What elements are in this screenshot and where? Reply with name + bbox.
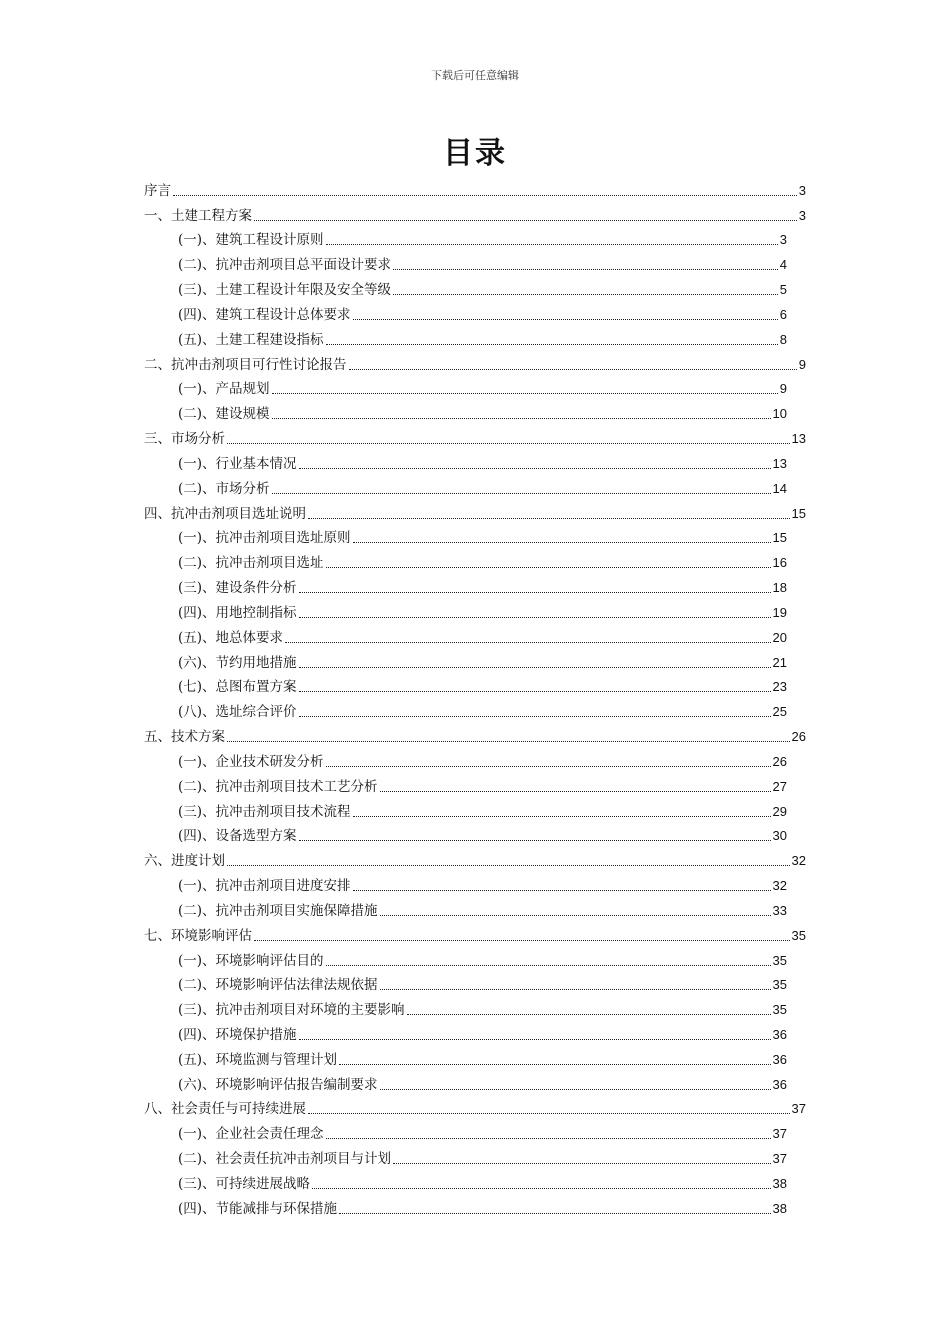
toc-page-number: 35 [772, 952, 787, 968]
toc-entry-text: (四)、设备选型方案 [178, 828, 297, 845]
toc-entry-text: (二)、市场分析 [178, 480, 270, 497]
toc-dot-leader [339, 1213, 770, 1214]
toc-entry[interactable] [144, 448, 806, 473]
toc-entry-text: (三)、抗冲击剂项目对环境的主要影响 [178, 1002, 405, 1019]
toc-page-number: 10 [772, 406, 787, 422]
toc-title: 目录 [443, 136, 507, 171]
toc-entry-text: (一)、行业基本情况 [178, 455, 297, 472]
toc-entry[interactable] [144, 572, 806, 597]
toc-dot-leader [272, 493, 771, 494]
toc-entry[interactable] [144, 920, 806, 945]
toc-entry[interactable] [144, 970, 806, 995]
toc-entry[interactable] [144, 1168, 806, 1193]
toc-page-number: 3 [779, 232, 787, 248]
toc-dot-leader [254, 940, 790, 941]
toc-entry-text: (二)、抗冲击剂项目总平面设计要求 [178, 257, 392, 274]
toc-entry-text: (六)、环境影响评估报告编制要求 [178, 1076, 378, 1093]
toc-entry-text: (一)、企业技术研发分析 [178, 753, 324, 770]
toc-dot-leader [299, 667, 771, 668]
toc-page-number: 25 [772, 704, 787, 720]
toc-page-number: 16 [772, 555, 787, 571]
toc-dot-leader [272, 393, 778, 394]
toc-page-number: 4 [779, 257, 787, 273]
toc-dot-leader [326, 244, 778, 245]
toc-entry-text: (三)、土建工程设计年限及安全等级 [178, 282, 392, 299]
toc-entry[interactable] [144, 473, 806, 498]
toc-entry[interactable] [144, 721, 806, 746]
toc-entry-text: 四、抗冲击剂项目选址说明 [144, 505, 306, 522]
toc-entry-text: (五)、地总体要求 [178, 629, 284, 646]
toc-entry[interactable] [144, 1069, 806, 1094]
toc-page-number: 15 [772, 530, 787, 546]
toc-page-number: 19 [772, 604, 787, 620]
toc-entry[interactable] [144, 200, 806, 225]
toc-page-number: 35 [772, 1002, 787, 1018]
toc-page-number: 37 [772, 1151, 787, 1167]
toc-entry[interactable] [144, 597, 806, 622]
toc-entry-text: (二)、社会责任抗冲击剂项目与计划 [178, 1151, 392, 1168]
toc-entry[interactable] [144, 175, 806, 200]
toc-dot-leader [393, 269, 778, 270]
toc-page-number: 6 [779, 306, 787, 322]
toc-dot-leader [227, 741, 790, 742]
toc-page-number: 23 [772, 679, 787, 695]
toc-entry[interactable] [144, 895, 806, 920]
toc-entry[interactable] [144, 647, 806, 672]
toc-entry-text: (一)、环境影响评估目的 [178, 952, 324, 969]
toc-dot-leader [299, 617, 771, 618]
toc-page-number: 36 [772, 1076, 787, 1092]
toc-entry-text: (二)、抗冲击剂项目实施保障措施 [178, 902, 378, 919]
toc-entry-text: (二)、抗冲击剂项目选址 [178, 555, 324, 572]
toc-entry[interactable] [144, 1143, 806, 1168]
toc-page-number: 15 [791, 505, 806, 521]
toc-dot-leader [308, 1113, 790, 1114]
toc-entry-text: 五、技术方案 [144, 729, 225, 746]
toc-page-number: 14 [772, 480, 787, 496]
toc-entry-text: (四)、环境保护措施 [178, 1026, 297, 1043]
toc-dot-leader [272, 418, 771, 419]
toc-dot-leader [380, 915, 771, 916]
toc-page-number: 21 [772, 654, 787, 670]
toc-page-number: 35 [772, 977, 787, 993]
toc-dot-leader [339, 1064, 770, 1065]
toc-page-number: 38 [772, 1175, 787, 1191]
toc-page-number: 33 [772, 902, 787, 918]
toc-page-number: 37 [791, 1101, 806, 1117]
toc-dot-leader [326, 567, 771, 568]
toc-entry-text: (四)、节能减排与环保措施 [178, 1200, 338, 1217]
toc-entry[interactable] [144, 845, 806, 870]
toc-dot-leader [299, 468, 771, 469]
toc-entry[interactable] [144, 547, 806, 572]
toc-page-number: 18 [772, 580, 787, 596]
toc-page-number: 30 [772, 828, 787, 844]
toc-entry[interactable] [144, 249, 806, 274]
toc-page-number: 36 [772, 1026, 787, 1042]
toc-dot-leader [393, 1163, 770, 1164]
toc-dot-leader [254, 220, 797, 221]
toc-entry-text: 七、环境影响评估 [144, 927, 252, 944]
toc-entry[interactable] [144, 796, 806, 821]
toc-dot-leader [299, 716, 771, 717]
toc-entry[interactable] [144, 821, 806, 846]
toc-entry[interactable] [144, 1094, 806, 1119]
toc-entry-text: (一)、产品规划 [178, 381, 270, 398]
toc-dot-leader [326, 1138, 771, 1139]
toc-page-number: 13 [772, 455, 787, 471]
toc-dot-leader [173, 195, 797, 196]
toc-entry[interactable] [144, 945, 806, 970]
toc-entry-text: (五)、环境监测与管理计划 [178, 1051, 338, 1068]
toc-page-number: 36 [772, 1051, 787, 1067]
toc-dot-leader [299, 840, 771, 841]
toc-page-number: 32 [791, 853, 806, 869]
toc-entry-text: (七)、总图布置方案 [178, 679, 297, 696]
toc-page-number: 26 [772, 753, 787, 769]
toc-entry-text: (三)、可持续进展战略 [178, 1175, 311, 1192]
toc-entry[interactable] [144, 994, 806, 1019]
toc-dot-leader [299, 592, 771, 593]
toc-entry[interactable] [144, 374, 806, 399]
toc-entry[interactable] [144, 746, 806, 771]
toc-entry-text: 三、市场分析 [144, 431, 225, 448]
toc-dot-leader [326, 766, 771, 767]
toc-entry[interactable] [144, 672, 806, 697]
toc-dot-leader [227, 865, 790, 866]
toc-page-number: 9 [798, 356, 806, 372]
toc-page-number: 37 [772, 1126, 787, 1142]
toc-entry-text: (二)、建设规模 [178, 406, 270, 423]
toc-dot-leader [326, 965, 771, 966]
toc-page-number: 13 [791, 431, 806, 447]
toc-entry[interactable] [144, 225, 806, 250]
toc-entry-text: (四)、用地控制指标 [178, 604, 297, 621]
toc-page-number: 3 [798, 207, 806, 223]
toc-dot-leader [326, 344, 778, 345]
toc-entry[interactable] [144, 349, 806, 374]
toc-dot-leader [312, 1188, 770, 1189]
toc-page-number: 3 [798, 182, 806, 198]
toc-entry-text: 八、社会责任与可持续进展 [144, 1101, 306, 1118]
toc-dot-leader [380, 989, 771, 990]
toc-entry-text: (二)、抗冲击剂项目技术工艺分析 [178, 778, 378, 795]
toc-page-number: 26 [791, 729, 806, 745]
toc-entry[interactable] [144, 1044, 806, 1069]
table-of-contents [144, 175, 806, 1218]
toc-dot-leader [308, 518, 790, 519]
toc-entry-text: (一)、抗冲击剂项目选址原则 [178, 530, 351, 547]
toc-entry-text: (八)、选址综合评价 [178, 704, 297, 721]
toc-dot-leader [407, 1014, 771, 1015]
toc-dot-leader [380, 791, 771, 792]
toc-entry[interactable] [144, 324, 806, 349]
toc-dot-leader [299, 1039, 771, 1040]
toc-dot-leader [227, 443, 790, 444]
toc-page-number: 35 [791, 927, 806, 943]
toc-entry[interactable] [144, 870, 806, 895]
toc-dot-leader [353, 542, 771, 543]
toc-page-number: 38 [772, 1200, 787, 1216]
toc-dot-leader [353, 890, 771, 891]
toc-dot-leader [285, 642, 770, 643]
toc-dot-leader [353, 816, 771, 817]
toc-page-number: 5 [779, 282, 787, 298]
toc-entry[interactable] [144, 398, 806, 423]
toc-dot-leader [393, 294, 778, 295]
toc-entry[interactable] [144, 696, 806, 721]
toc-page-number: 8 [779, 331, 787, 347]
toc-entry-text: 六、进度计划 [144, 853, 225, 870]
toc-entry-text: (一)、建筑工程设计原则 [178, 232, 324, 249]
toc-page-number: 29 [772, 803, 787, 819]
toc-page-number: 32 [772, 878, 787, 894]
toc-page-number: 9 [779, 381, 787, 397]
toc-entry[interactable] [144, 423, 806, 448]
toc-entry-text: (六)、节约用地措施 [178, 654, 297, 671]
toc-entry[interactable] [144, 1118, 806, 1143]
toc-entry[interactable] [144, 1193, 806, 1218]
page-header-note: 下载后可任意编辑 [431, 69, 519, 82]
toc-entry[interactable] [144, 498, 806, 523]
toc-dot-leader [299, 691, 771, 692]
toc-entry-text: (一)、企业社会责任理念 [178, 1126, 324, 1143]
toc-entry[interactable] [144, 299, 806, 324]
toc-dot-leader [380, 1089, 771, 1090]
toc-entry-text: 二、抗冲击剂项目可行性讨论报告 [144, 356, 347, 373]
toc-entry-text: 一、土建工程方案 [144, 207, 252, 224]
toc-entry[interactable] [144, 771, 806, 796]
toc-entry[interactable] [144, 622, 806, 647]
toc-entry-text: 序言 [144, 182, 171, 199]
toc-entry[interactable] [144, 1019, 806, 1044]
toc-page-number: 27 [772, 778, 787, 794]
toc-entry[interactable] [144, 274, 806, 299]
toc-dot-leader [349, 369, 797, 370]
toc-entry-text: (二)、环境影响评估法律法规依据 [178, 977, 378, 994]
toc-entry-text: (五)、土建工程建设指标 [178, 331, 324, 348]
toc-entry-text: (三)、抗冲击剂项目技术流程 [178, 803, 351, 820]
toc-entry-text: (一)、抗冲击剂项目进度安排 [178, 878, 351, 895]
toc-dot-leader [353, 319, 778, 320]
toc-page-number: 20 [772, 629, 787, 645]
toc-entry-text: (三)、建设条件分析 [178, 580, 297, 597]
toc-entry-text: (四)、建筑工程设计总体要求 [178, 306, 351, 323]
toc-entry[interactable] [144, 523, 806, 548]
